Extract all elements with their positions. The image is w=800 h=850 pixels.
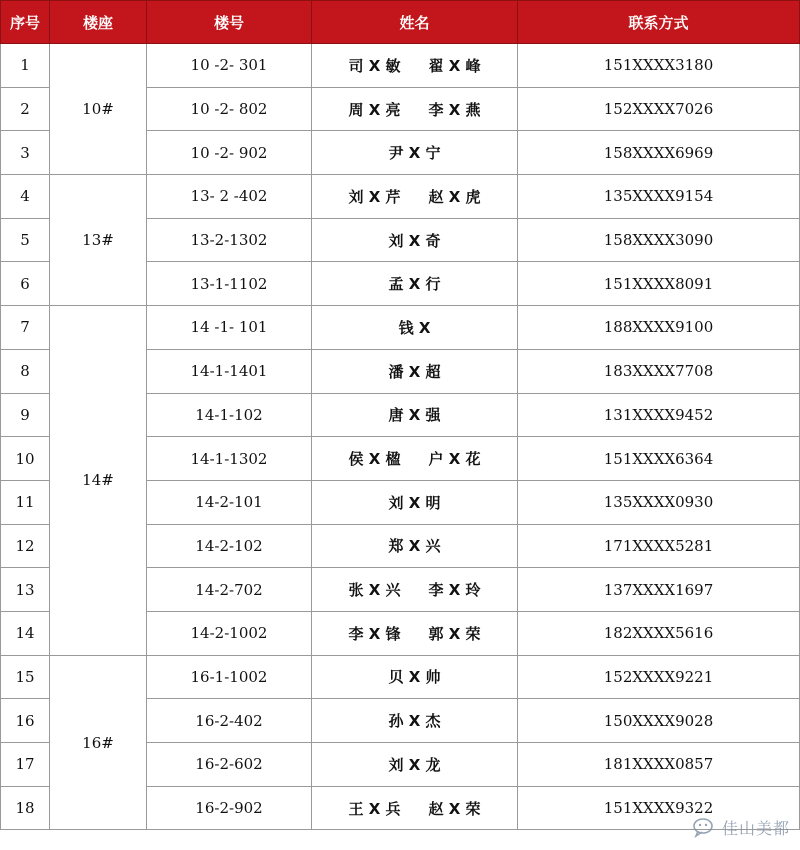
header-contact: 联系方式 bbox=[518, 1, 800, 44]
seq-cell: 9 bbox=[1, 393, 50, 437]
name-cell bbox=[312, 655, 518, 699]
seq-cell: 1 bbox=[1, 44, 50, 88]
phone-cell: 131XXXX9452 bbox=[518, 393, 800, 437]
resident-name: 钱 X bbox=[398, 318, 431, 337]
seq-cell: 3 bbox=[1, 131, 50, 175]
table-row bbox=[1, 175, 800, 219]
unit-cell: 14-1-1401 bbox=[147, 349, 312, 393]
name-cell bbox=[312, 743, 518, 787]
resident-name: 翟 X 峰 bbox=[428, 56, 481, 75]
resident-name: 司 X 敏 bbox=[348, 56, 401, 75]
seq-cell: 14 bbox=[1, 611, 50, 655]
phone-cell: 151XXXX6364 bbox=[518, 437, 800, 481]
name-cell bbox=[312, 568, 518, 612]
name-cell bbox=[312, 611, 518, 655]
unit-cell: 14-2-1002 bbox=[147, 611, 312, 655]
unit-cell: 14-1-102 bbox=[147, 393, 312, 437]
unit-cell: 13- 2 -402 bbox=[147, 175, 312, 219]
name-cell bbox=[312, 437, 518, 481]
header-seq: 序号 bbox=[1, 1, 50, 44]
table-body bbox=[1, 44, 800, 830]
seq-cell: 4 bbox=[1, 175, 50, 219]
seq-cell: 17 bbox=[1, 743, 50, 787]
name-cell bbox=[312, 480, 518, 524]
building-cell: 14# bbox=[50, 306, 147, 656]
watermark bbox=[692, 812, 790, 842]
building-cell: 10# bbox=[50, 44, 147, 175]
phone-cell: 151XXXX3180 bbox=[518, 44, 800, 88]
phone-cell: 135XXXX9154 bbox=[518, 175, 800, 219]
resident-name: 尹 X 宁 bbox=[388, 144, 441, 163]
unit-cell: 14-2-102 bbox=[147, 524, 312, 568]
unit-cell: 14-1-1302 bbox=[147, 437, 312, 481]
unit-cell: 16-2-402 bbox=[147, 699, 312, 743]
resident-name: 刘 X 龙 bbox=[388, 755, 441, 774]
phone-cell: 151XXXX8091 bbox=[518, 262, 800, 306]
unit-cell: 16-1-1002 bbox=[147, 655, 312, 699]
seq-cell: 6 bbox=[1, 262, 50, 306]
seq-cell: 2 bbox=[1, 87, 50, 131]
resident-name: 郑 X 兴 bbox=[388, 537, 441, 556]
resident-name: 李 X 锋 bbox=[348, 624, 401, 643]
name-cell bbox=[312, 175, 518, 219]
unit-cell: 10 -2- 301 bbox=[147, 44, 312, 88]
unit-cell: 16-2-902 bbox=[147, 786, 312, 830]
seq-cell: 8 bbox=[1, 349, 50, 393]
header-unit: 楼号 bbox=[147, 1, 312, 44]
watermark-text: 佳山美都 bbox=[721, 818, 790, 838]
resident-name: 张 X 兴 bbox=[348, 581, 401, 600]
resident-name: 侯 X 楹 bbox=[348, 450, 401, 469]
table-row bbox=[1, 44, 800, 88]
seq-cell: 10 bbox=[1, 437, 50, 481]
phone-cell: 137XXXX1697 bbox=[518, 568, 800, 612]
name-cell bbox=[312, 786, 518, 830]
resident-name: 潘 X 超 bbox=[388, 362, 441, 381]
resident-name: 赵 X 虎 bbox=[428, 187, 481, 206]
unit-cell: 13-2-1302 bbox=[147, 218, 312, 262]
seq-cell: 15 bbox=[1, 655, 50, 699]
resident-name: 李 X 玲 bbox=[428, 581, 481, 600]
phone-cell: 152XXXX7026 bbox=[518, 87, 800, 131]
resident-name: 孙 X 杰 bbox=[388, 712, 441, 731]
seq-cell: 7 bbox=[1, 306, 50, 350]
building-cell: 13# bbox=[50, 175, 147, 306]
name-cell bbox=[312, 262, 518, 306]
unit-cell: 13-1-1102 bbox=[147, 262, 312, 306]
unit-cell: 14-2-101 bbox=[147, 480, 312, 524]
phone-cell: 182XXXX5616 bbox=[518, 611, 800, 655]
name-cell bbox=[312, 306, 518, 350]
phone-cell: 183XXXX7708 bbox=[518, 349, 800, 393]
resident-name: 李 X 燕 bbox=[428, 100, 481, 119]
name-cell bbox=[312, 87, 518, 131]
seq-cell: 5 bbox=[1, 218, 50, 262]
resident-name: 周 X 亮 bbox=[348, 100, 401, 119]
name-cell bbox=[312, 131, 518, 175]
phone-cell: 150XXXX9028 bbox=[518, 699, 800, 743]
resident-name: 刘 X 芹 bbox=[348, 187, 401, 206]
wechat-bubble-icon bbox=[692, 816, 718, 838]
unit-cell: 14 -1- 101 bbox=[147, 306, 312, 350]
phone-cell: 151XXXX9322 bbox=[518, 786, 800, 830]
unit-cell: 14-2-702 bbox=[147, 568, 312, 612]
phone-cell: 152XXXX9221 bbox=[518, 655, 800, 699]
seq-cell: 18 bbox=[1, 786, 50, 830]
seq-cell: 16 bbox=[1, 699, 50, 743]
phone-cell: 188XXXX9100 bbox=[518, 306, 800, 350]
phone-cell: 158XXXX6969 bbox=[518, 131, 800, 175]
phone-cell: 135XXXX0930 bbox=[518, 480, 800, 524]
header-row bbox=[1, 1, 800, 44]
building-cell: 16# bbox=[50, 655, 147, 830]
seq-cell: 11 bbox=[1, 480, 50, 524]
phone-cell: 181XXXX0857 bbox=[518, 743, 800, 787]
name-cell bbox=[312, 44, 518, 88]
unit-cell: 10 -2- 802 bbox=[147, 87, 312, 131]
header-name: 姓名 bbox=[312, 1, 518, 44]
name-cell bbox=[312, 393, 518, 437]
name-cell bbox=[312, 218, 518, 262]
resident-name: 刘 X 明 bbox=[388, 493, 441, 512]
resident-name: 唐 X 强 bbox=[388, 406, 441, 425]
name-cell bbox=[312, 349, 518, 393]
table-row bbox=[1, 306, 800, 350]
phone-cell: 171XXXX5281 bbox=[518, 524, 800, 568]
resident-name: 刘 X 奇 bbox=[388, 231, 441, 250]
resident-name: 户 X 花 bbox=[428, 450, 481, 469]
resident-name: 孟 X 行 bbox=[388, 275, 441, 294]
seq-cell: 13 bbox=[1, 568, 50, 612]
name-cell bbox=[312, 699, 518, 743]
phone-cell: 158XXXX3090 bbox=[518, 218, 800, 262]
name-cell bbox=[312, 524, 518, 568]
unit-cell: 16-2-602 bbox=[147, 743, 312, 787]
resident-name: 赵 X 荣 bbox=[428, 799, 481, 818]
resident-name: 王 X 兵 bbox=[348, 799, 401, 818]
table-row bbox=[1, 655, 800, 699]
header-building: 楼座 bbox=[50, 1, 147, 44]
resident-name: 郭 X 荣 bbox=[428, 624, 481, 643]
seq-cell: 12 bbox=[1, 524, 50, 568]
unit-cell: 10 -2- 902 bbox=[147, 131, 312, 175]
resident-name: 贝 X 帅 bbox=[388, 668, 441, 687]
